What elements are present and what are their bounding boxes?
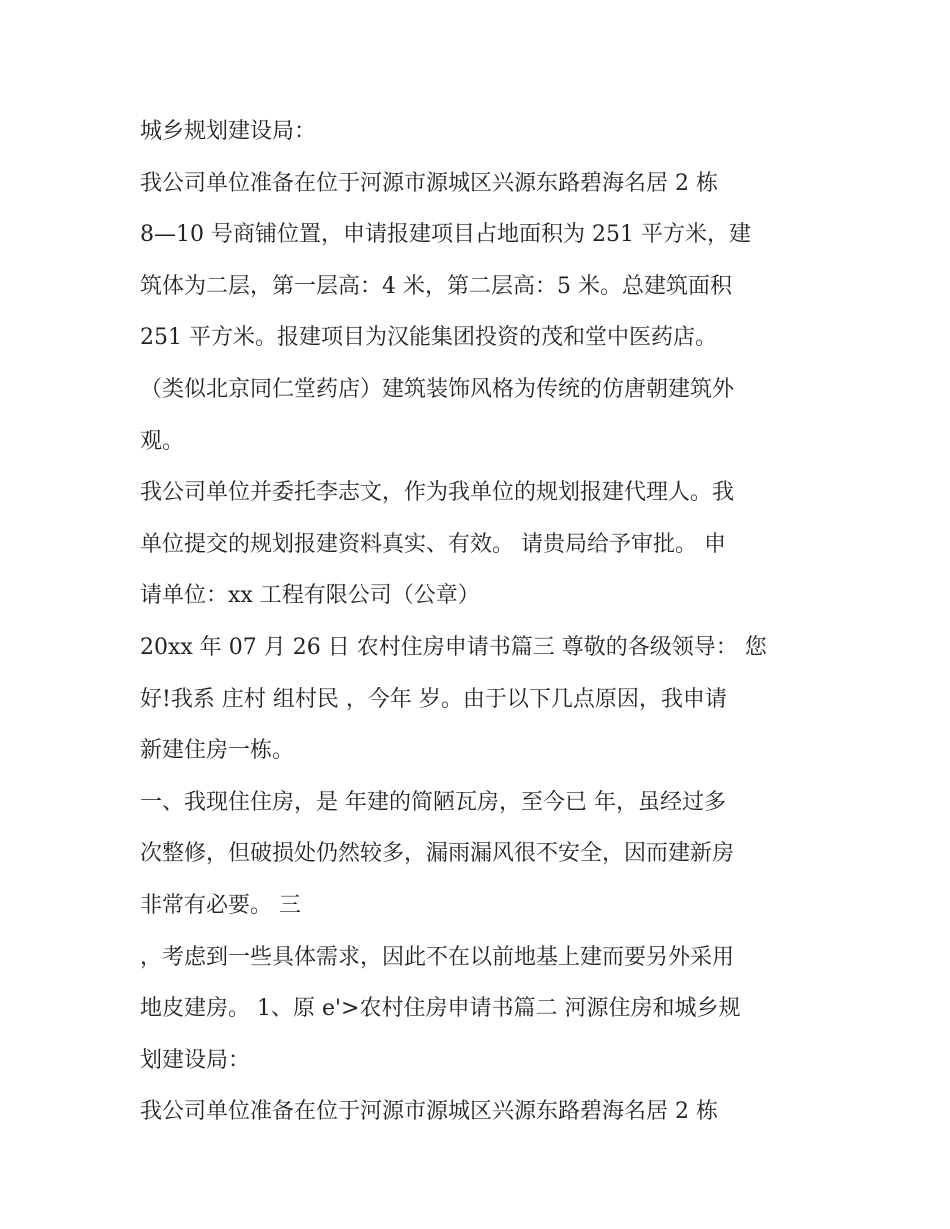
text-line: 请单位：xx 工程有限公司（公章） [140,583,480,609]
text-line: （类似北京同仁堂药店）建筑装饰风格为传统的仿唐朝建筑外 [140,376,735,402]
text-line: 我公司单位准备在位于河源市源城区兴源东路碧海名居 2 栋 [140,170,718,196]
text-line: 划建设局： [140,1047,251,1073]
text-line: 一、我现住住房，是 年建的简陋瓦房，至今已 年，虽经过多 [140,789,726,815]
text-line: 好!我系 庄村 组村民 ，今年 岁。由于以下几点原因，我申请 [140,686,727,712]
text-line: 8—10 号商铺位置，申请报建项目占地面积为 251 平方米，建 [140,222,751,248]
text-line: 我公司单位并委托李志文，作为我单位的规划报建代理人。我 [140,480,735,506]
text-line: 非常有必要。 三 [140,892,301,918]
text-line: 城乡规划建设局： [140,119,317,144]
text-line: 20xx 年 07 月 26 日 农村住房申请书篇三 尊敬的各级领导： 您 [140,634,767,660]
text-line: ，考虑到一些具体需求，因此不在以前地基上建而要另外采用 [140,944,735,970]
text-line: 观。 [140,428,185,454]
text-line: 次整修，但破损处仍然较多，漏雨漏风很不安全，因而建新房 [140,841,735,867]
document-body [140,106,830,1138]
text-line: 筑体为二层，第一层高：4 米，第二层高：5 米。总建筑面积 [140,273,732,299]
text-line: 地皮建房。 1、原 e'>农村住房申请书篇二 河源住房和城乡规 [140,996,741,1022]
text-line: 新建住房一栋。 [140,738,295,764]
text-line: 单位提交的规划报建资料真实、有效。 请贵局给予审批。 申 [140,531,726,557]
text-line: 我公司单位准备在位于河源市源城区兴源东路碧海名居 2 栋 [140,1099,718,1125]
text-line: 251 平方米。报建项目为汉能集团投资的茂和堂中医药店。 [140,325,717,351]
